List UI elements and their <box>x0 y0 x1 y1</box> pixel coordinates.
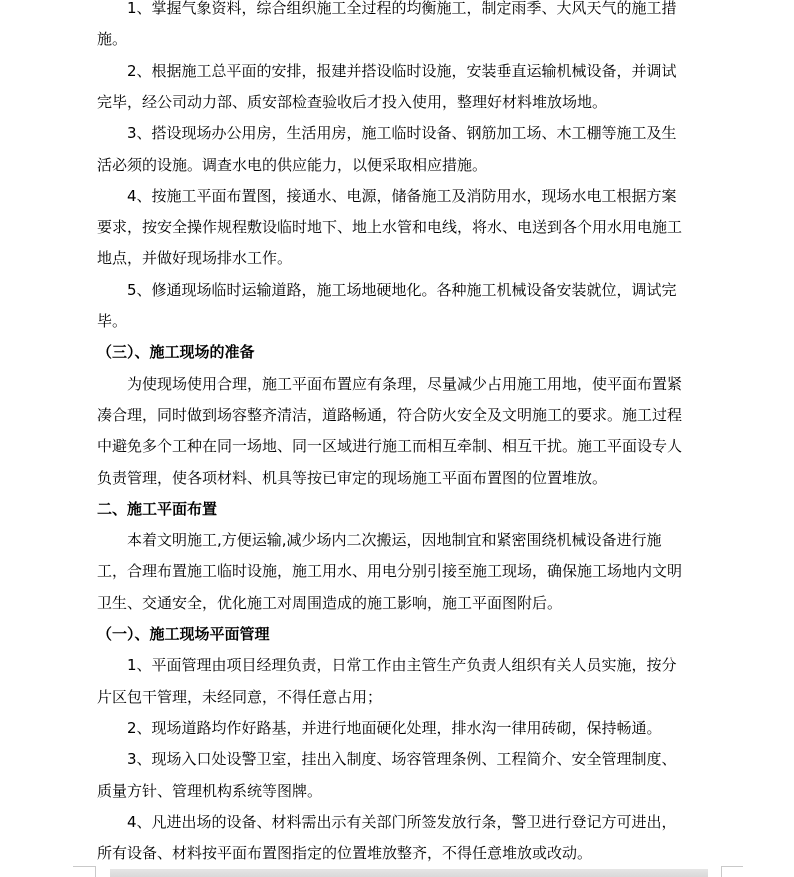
section-heading: （一）、施工现场平面管理 <box>97 625 270 643</box>
paragraph-line: 毕。 <box>97 312 128 330</box>
paragraph-line: 3、现场入口处设警卫室，挂出入制度、场容管理条例、工程简介、安全管理制度、 <box>127 750 677 768</box>
paragraph-line: 2、根据施工总平面的安排，报建并搭设临时设施，安装垂直运输机械设备，并调试 <box>127 62 677 80</box>
paragraph-line: 卫生、交通安全，优化施工对周围造成的施工影响，施工平面图附后。 <box>97 594 563 612</box>
paragraph-line: 完毕，经公司动力部、质安部检查验收后才投入使用，整理好材料堆放场地。 <box>97 93 608 111</box>
paragraph-line: 活必须的设施。调查水电的供应能力，以便采取相应措施。 <box>97 156 488 174</box>
crop-mark-left <box>73 866 95 867</box>
paragraph-line: 中避免多个工种在同一场地、同一区域进行施工而相互牵制、相互干扰。施工平面设专人 <box>97 437 683 455</box>
paragraph-line: 负责管理，使各项材料、机具等按已审定的现场施工平面布置图的位置堆放。 <box>97 469 608 487</box>
section-heading: （三）、施工现场的准备 <box>97 343 255 361</box>
paragraph-line: 施。 <box>97 30 128 48</box>
paragraph-line: 2、现场道路均作好路基，并进行地面硬化处理，排水沟一律用砖砌，保持畅通。 <box>127 719 662 737</box>
paragraph-line: 凑合理，同时做到场容整齐清洁，道路畅通，符合防火安全及文明施工的要求。施工过程 <box>97 406 683 424</box>
paragraph-line: 工，合理布置施工临时设施，施工用水、用电分别引接至施工现场，确保施工场地内文明 <box>97 562 683 580</box>
paragraph-line: 质量方针、管理机构系统等图牌。 <box>97 782 323 800</box>
paragraph-line: 4、按施工平面布置图，接通水、电源，储备施工及消防用水，现场水电工根据方案 <box>127 187 677 205</box>
paragraph-line: 3、搭设现场办公用房，生活用房，施工临时设备、钢筋加工场、木工棚等施工及生 <box>127 124 677 142</box>
page-gap-strip <box>110 869 708 877</box>
paragraph-line: 1、平面管理由项目经理负责，日常工作由主管生产负责人组织有关人员实施，按分 <box>127 656 677 674</box>
paragraph-line: 地点，并做好现场排水工作。 <box>97 249 293 267</box>
paragraph-line: 片区包干管理，未经同意，不得任意占用； <box>97 688 383 706</box>
paragraph-line: 本着文明施工,方便运输,减少场内二次搬运，因地制宜和紧密围绕机械设备进行施 <box>127 531 662 549</box>
paragraph-line: 为使现场使用合理，施工平面布置应有条理，尽量减少占用施工用地，使平面布置紧 <box>127 375 683 393</box>
paragraph-line: 4、凡进出场的设备、材料需出示有关部门所签发放行条，警卫进行登记方可进出， <box>127 813 677 831</box>
page-break-bar <box>0 866 794 877</box>
paragraph-line: 要求，按安全操作规程敷设临时地下、地上水管和电线，将水、电送到各个用水用电施工 <box>97 218 683 236</box>
crop-mark-right <box>721 866 743 867</box>
crop-mark-right-vertical <box>721 866 722 877</box>
section-heading: 二、施工平面布置 <box>97 500 218 518</box>
paragraph-line: 5、修通现场临时运输道路，施工场地硬地化。各种施工机械设备安装就位，调试完 <box>127 281 677 299</box>
paragraph-line: 所有设备、材料按平面布置图指定的位置堆放整齐，不得任意堆放或改动。 <box>97 844 593 862</box>
crop-mark-left-vertical <box>95 866 96 877</box>
paragraph-line: 1、掌握气象资料，综合组织施工全过程的均衡施工，制定雨季、大风天气的施工措 <box>127 0 677 17</box>
